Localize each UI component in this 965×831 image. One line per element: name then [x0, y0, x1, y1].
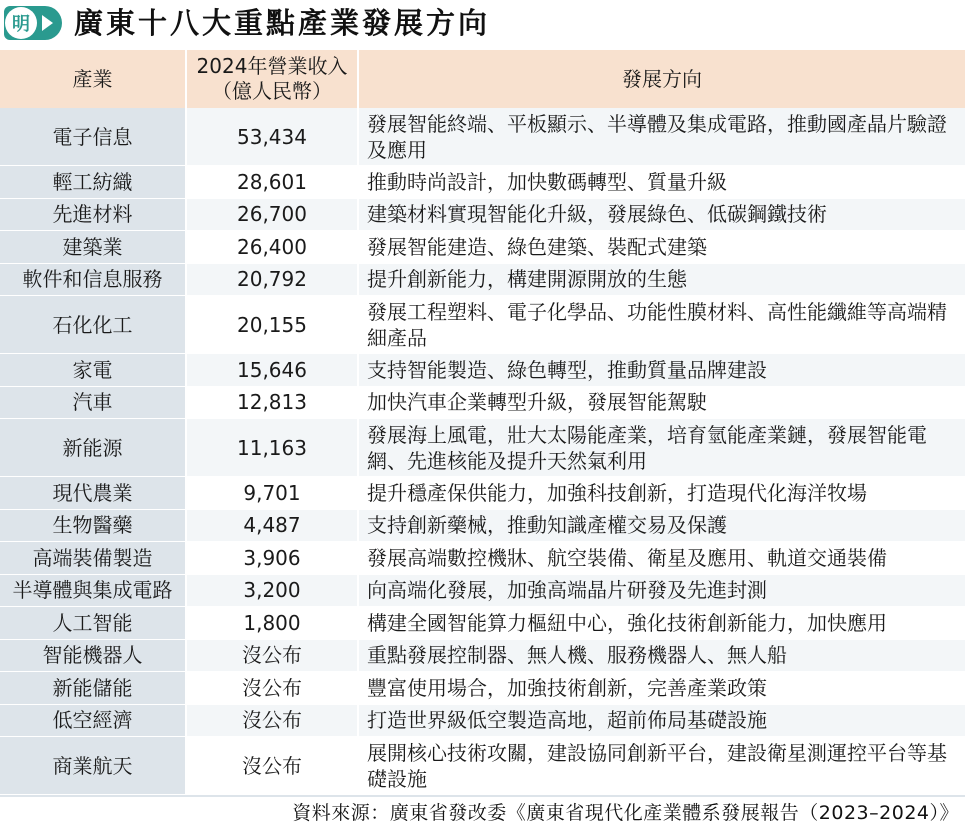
- revenue-cell: 沒公布: [186, 672, 358, 705]
- direction-cell: 重點發展控制器、無人機、服務機器人、無人船: [358, 639, 965, 672]
- table-row: [0, 231, 965, 264]
- industry-cell: 輕工紡織: [0, 166, 186, 199]
- table-row: [0, 672, 965, 705]
- revenue-cell: 20,155: [186, 296, 358, 354]
- direction-cell: 推動時尚設計，加快數碼轉型、質量升級: [358, 166, 965, 199]
- industry-cell: 人工智能: [0, 607, 186, 640]
- direction-cell: 發展高端數控機牀、航空裝備、衛星及應用、軌道交通裝備: [358, 542, 965, 575]
- direction-cell: 發展海上風電，壯大太陽能產業，培育氫能產業鏈，發展智能電網、先進核能及提升天然氣利用: [358, 419, 965, 477]
- direction-cell: 構建全國智能算力樞紐中心，強化技術創新能力，加快應用: [358, 607, 965, 640]
- revenue-cell: 53,434: [186, 108, 358, 166]
- column-header-revenue-text: 2024年營業收入 （億人民幣）: [196, 54, 348, 103]
- industry-cell: 商業航天: [0, 737, 186, 795]
- title-bar: [0, 0, 965, 46]
- revenue-cell: 12,813: [186, 386, 358, 419]
- table-row: [0, 386, 965, 419]
- revenue-cell: 4,487: [186, 509, 358, 542]
- source-note: 資料來源：廣東省發改委《廣東省現代化產業體系發展報告（2023–2024）》: [292, 802, 959, 824]
- industry-cell: 高端裝備製造: [0, 542, 186, 575]
- table-header-row: [0, 50, 965, 108]
- direction-cell: 加快汽車企業轉型升級，發展智能駕駛: [358, 386, 965, 419]
- industry-cell: 石化化工: [0, 296, 186, 354]
- direction-cell: 發展工程塑料、電子化學品、功能性膜材料、高性能纖維等高端精細產品: [358, 296, 965, 354]
- table-row: [0, 263, 965, 296]
- industry-cell: 家電: [0, 354, 186, 387]
- revenue-cell: 沒公布: [186, 639, 358, 672]
- table-row: [0, 737, 965, 795]
- industry-cell: 先進材料: [0, 198, 186, 231]
- column-header-industry: 產業: [0, 50, 186, 108]
- direction-cell: 展開核心技術攻關，建設協同創新平台，建設衛星測運控平台等基礎設施: [358, 737, 965, 795]
- industry-cell: 新能源: [0, 419, 186, 477]
- table-row: [0, 198, 965, 231]
- revenue-cell: 3,200: [186, 574, 358, 607]
- industry-table: [0, 50, 965, 795]
- logo-arrow-icon: [42, 15, 53, 31]
- industry-cell: 生物醫藥: [0, 509, 186, 542]
- table-body: [0, 108, 965, 795]
- table-row: [0, 354, 965, 387]
- revenue-cell: 9,701: [186, 477, 358, 510]
- direction-cell: 打造世界級低空製造高地，超前佈局基礎設施: [358, 704, 965, 737]
- table-row: [0, 477, 965, 510]
- footer-divider: [0, 795, 965, 797]
- table-row: [0, 607, 965, 640]
- revenue-cell: 沒公布: [186, 704, 358, 737]
- column-header-direction: 發展方向: [358, 50, 965, 108]
- revenue-cell: 20,792: [186, 263, 358, 296]
- table-row: [0, 704, 965, 737]
- table-row: [0, 639, 965, 672]
- ming-pao-logo: [4, 6, 62, 40]
- table-row: [0, 419, 965, 477]
- page-title: 廣東十八大重點產業發展方向: [74, 6, 491, 40]
- table-row: [0, 296, 965, 354]
- table-row: [0, 166, 965, 199]
- direction-cell: 向高端化發展，加強高端晶片研發及先進封測: [358, 574, 965, 607]
- revenue-cell: 1,800: [186, 607, 358, 640]
- industry-cell: 軟件和信息服務: [0, 263, 186, 296]
- industry-cell: 低空經濟: [0, 704, 186, 737]
- direction-cell: 提升創新能力，構建開源開放的生態: [358, 263, 965, 296]
- revenue-cell: 沒公布: [186, 737, 358, 795]
- direction-cell: 提升穩產保供能力，加強科技創新，打造現代化海洋牧場: [358, 477, 965, 510]
- revenue-cell: 28,601: [186, 166, 358, 199]
- industry-cell: 電子信息: [0, 108, 186, 166]
- industry-cell: 智能機器人: [0, 639, 186, 672]
- table-row: [0, 542, 965, 575]
- revenue-cell: 3,906: [186, 542, 358, 575]
- industry-table-container: [0, 50, 965, 795]
- table-row: [0, 574, 965, 607]
- revenue-cell: 15,646: [186, 354, 358, 387]
- direction-cell: 豐富使用場合，加強技術創新，完善產業政策: [358, 672, 965, 705]
- table-row: [0, 509, 965, 542]
- column-header-revenue: [186, 50, 358, 108]
- direction-cell: 支持創新藥械，推動知識產權交易及保護: [358, 509, 965, 542]
- revenue-cell: 26,400: [186, 231, 358, 264]
- direction-cell: 發展智能建造、綠色建築、裝配式建築: [358, 231, 965, 264]
- direction-cell: 發展智能終端、平板顯示、半導體及集成電路，推動國產晶片驗證及應用: [358, 108, 965, 166]
- industry-cell: 汽車: [0, 386, 186, 419]
- table-row: [0, 108, 965, 166]
- logo-circle: 明: [5, 7, 37, 39]
- direction-cell: 支持智能製造、綠色轉型，推動質量品牌建設: [358, 354, 965, 387]
- industry-cell: 新能儲能: [0, 672, 186, 705]
- industry-cell: 半導體與集成電路: [0, 574, 186, 607]
- industry-cell: 現代農業: [0, 477, 186, 510]
- revenue-cell: 11,163: [186, 419, 358, 477]
- industry-cell: 建築業: [0, 231, 186, 264]
- revenue-cell: 26,700: [186, 198, 358, 231]
- direction-cell: 建築材料實現智能化升級，發展綠色、低碳鋼鐵技術: [358, 198, 965, 231]
